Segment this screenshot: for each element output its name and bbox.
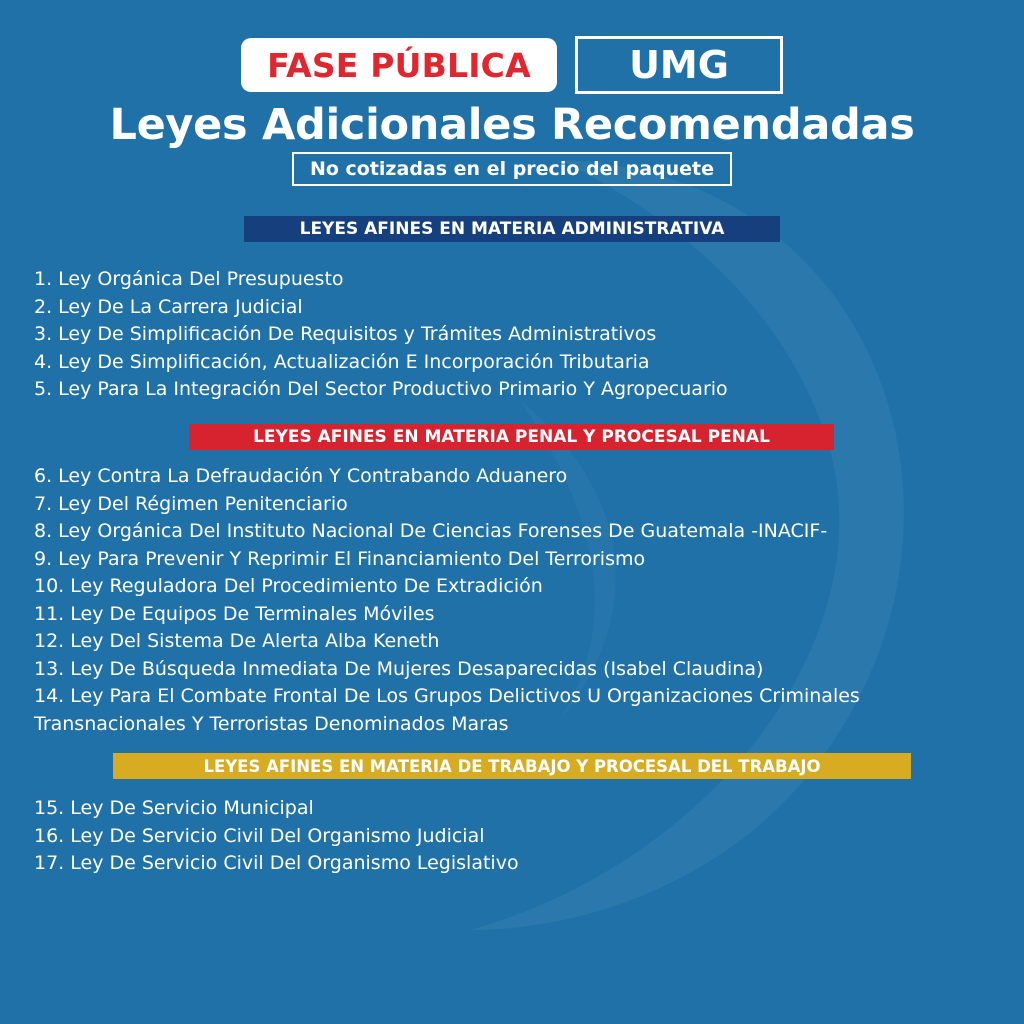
law-item: 16. Ley De Servicio Civil Del Organismo Judicial	[34, 824, 485, 847]
law-item: 3. Ley De Simplificación De Requisitos y Trámites Administrativos	[34, 323, 657, 345]
fase-publica-badge: FASE PÚBLICA	[241, 38, 557, 92]
law-item: 2. Ley De La Carrera Judicial	[34, 295, 303, 318]
section-header-administrativa: LEYES AFINES EN MATERIA ADMINISTRATIVA	[244, 216, 780, 242]
section-header-penal: LEYES AFINES EN MATERIA PENAL Y PROCESAL PENAL	[189, 424, 834, 450]
law-item: 15. Ley De Servicio Municipal	[34, 797, 314, 819]
law-item: 4. Ley De Simplificación, Actualización E Incorporación Tributaria	[34, 350, 650, 373]
law-item: 8. Ley Orgánica Del Instituto Nacional De Ciencias Forenses De Guatemala -INACIF-	[34, 520, 828, 542]
law-item: 5. Ley Para La Integración Del Sector Productivo Primario Y Agropecuario	[34, 378, 728, 400]
law-list-administrativa	[34, 266, 1009, 404]
law-item: 12. Ley Del Sistema De Alerta Alba Keneth	[34, 630, 440, 652]
law-item: 6. Ley Contra La Defraudación Y Contrabando Aduanero	[34, 465, 568, 487]
section-header-trabajo: LEYES AFINES EN MATERIA DE TRABAJO Y PROCESAL DEL TRABAJO	[113, 753, 911, 779]
law-item: 11. Ley De Equipos De Terminales Móviles	[34, 602, 435, 625]
umg-badge: UMG	[575, 36, 783, 94]
law-item: 1. Ley Orgánica Del Presupuesto	[34, 268, 344, 290]
law-item: 14. Ley Para El Combate Frontal De Los Grupos Delictivos U Organizaciones Criminales Transnacionales Y Terroristas Denominados Maras	[34, 685, 860, 735]
law-list-trabajo	[34, 795, 1009, 878]
page-subtitle: No cotizadas en el precio del paquete	[292, 152, 732, 186]
law-item: 17. Ley De Servicio Civil Del Organismo Legislativo	[34, 852, 519, 874]
law-item: 7. Ley Del Régimen Penitenciario	[34, 492, 348, 515]
law-item: 10. Ley Reguladora Del Procedimiento De Extradición	[34, 575, 543, 597]
law-item: 9. Ley Para Prevenir Y Reprimir El Financiamiento Del Terrorismo	[34, 547, 646, 570]
law-item: 13. Ley De Búsqueda Inmediata De Mujeres Desaparecidas (Isabel Claudina)	[34, 657, 764, 680]
page-title: Leyes Adicionales Recomendadas	[109, 100, 915, 150]
law-list-penal	[34, 463, 1009, 738]
header-badges	[241, 36, 783, 94]
